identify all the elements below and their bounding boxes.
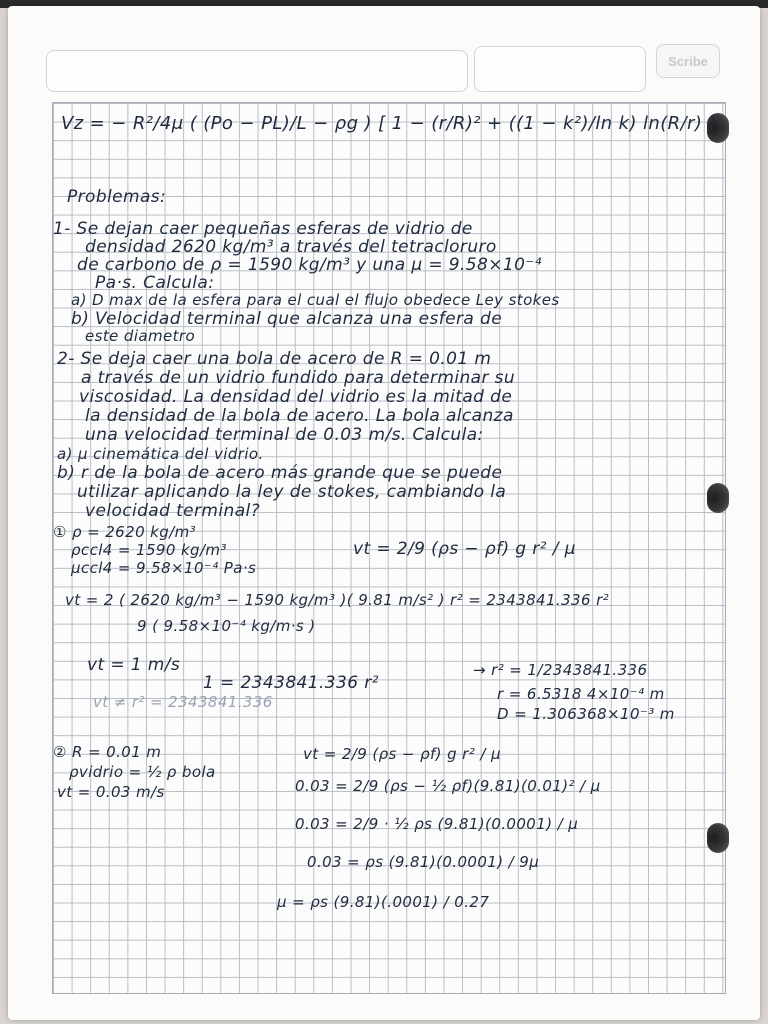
r-squared: → r² = 1/2343841.336 [473,661,648,679]
problem-2-line: b) r de la bola de acero más grande que se puede [57,463,503,483]
solution-2-step: 0.03 = 2/9 (ρs − ½ ρf)(9.81)(0.01)² / μ [295,777,601,795]
problem-2-line: a través de un vidrio fundido para determinar su [81,368,516,388]
velocity-formula: Vz = − R²/4μ ( (Po − PL)/L − ρg ) [ 1 − (r/R)² + ((1 − k²)/ln k) ln(R/r) ] [61,113,716,134]
solution-2-step: vt = 2/9 (ρs − ρf) g r² / μ [303,745,501,763]
solution-2-step: 0.03 = 2/9 · ½ ρs (9.81)(0.0001) / μ [295,815,579,833]
problem-2-line: 2- Se deja caer una bola de acero de R = 0.01 m [57,349,492,369]
problem-2-line: una velocidad terminal de 0.03 m/s. Calcula: [85,425,484,445]
r-result: r = 6.5318 4×10⁻⁴ m [497,685,665,703]
problem-1-line: este diametro [85,327,196,345]
vt-substitution-numerator: vt = 2 ( 2620 kg/m³ − 1590 kg/m³ )( 9.81 m/s² ) r² = 2343841.336 r² [65,591,610,609]
vt-substitution-denominator: 9 ( 9.58×10⁻⁴ kg/m·s ) [137,617,316,635]
given-2: ② R = 0.01 m [53,743,162,761]
problems-title: Problemas: [67,187,167,207]
solution-2-step: μ = ρs (9.81)(.0001) / 0.27 [277,893,490,911]
problem-2-line: utilizar aplicando la ley de stokes, cambiando la [77,482,507,502]
graph-paper-grid [52,102,726,994]
problem-1-line: b) Velocidad terminal que alcanza una esfera de [71,309,503,329]
header-field-right [474,46,646,92]
problem-1-line: Pa·s. Calcula: [95,273,215,293]
vt-formula: vt = 2/9 (ρs − ρf) g r² / μ [353,539,576,559]
problem-1-line: de carbono de ρ = 1590 kg/m³ y una μ = 9.58×10⁻⁴ [77,255,542,275]
vt-value: vt = 1 m/s [87,655,181,675]
equation-1: 1 = 2343841.336 r² [203,673,379,693]
notebook-page [8,6,760,1020]
problem-1-line: 1- Se dejan caer pequeñas esferas de vidrio de [53,219,473,239]
given-2: vt = 0.03 m/s [57,783,165,801]
given-1: μccl4 = 9.58×10⁻⁴ Pa·s [71,559,257,577]
binder-hole-icon [707,823,729,853]
header-field-left [46,50,468,92]
binder-hole-icon [707,483,729,513]
problem-2-line: la densidad de la bola de acero. La bola alcanza [85,406,514,426]
solution-2-step: 0.03 = ρs (9.81)(0.0001) / 9μ [307,853,540,871]
problem-2-line: a) μ cinemática del vidrio. [57,445,264,463]
problem-1-line: densidad 2620 kg/m³ a través del tetracloruro [85,237,497,257]
d-result: D = 1.306368×10⁻³ m [497,705,675,723]
problem-2-line: viscosidad. La densidad del vidrio es la mitad de [79,387,513,407]
scribe-logo: Scribe [656,44,720,78]
problem-2-line: velocidad terminal? [85,501,261,521]
problem-1-line: a) D max de la esfera para el cual el flujo obedece Ley stokes [71,291,560,309]
given-1: ρccl4 = 1590 kg/m³ [71,541,227,559]
given-2: ρvidrio = ½ ρ bola [69,763,216,781]
erased-line: vt ≠ r² = 2343841.336 [93,693,273,711]
given-1: ① ρ = 2620 kg/m³ [53,523,197,541]
